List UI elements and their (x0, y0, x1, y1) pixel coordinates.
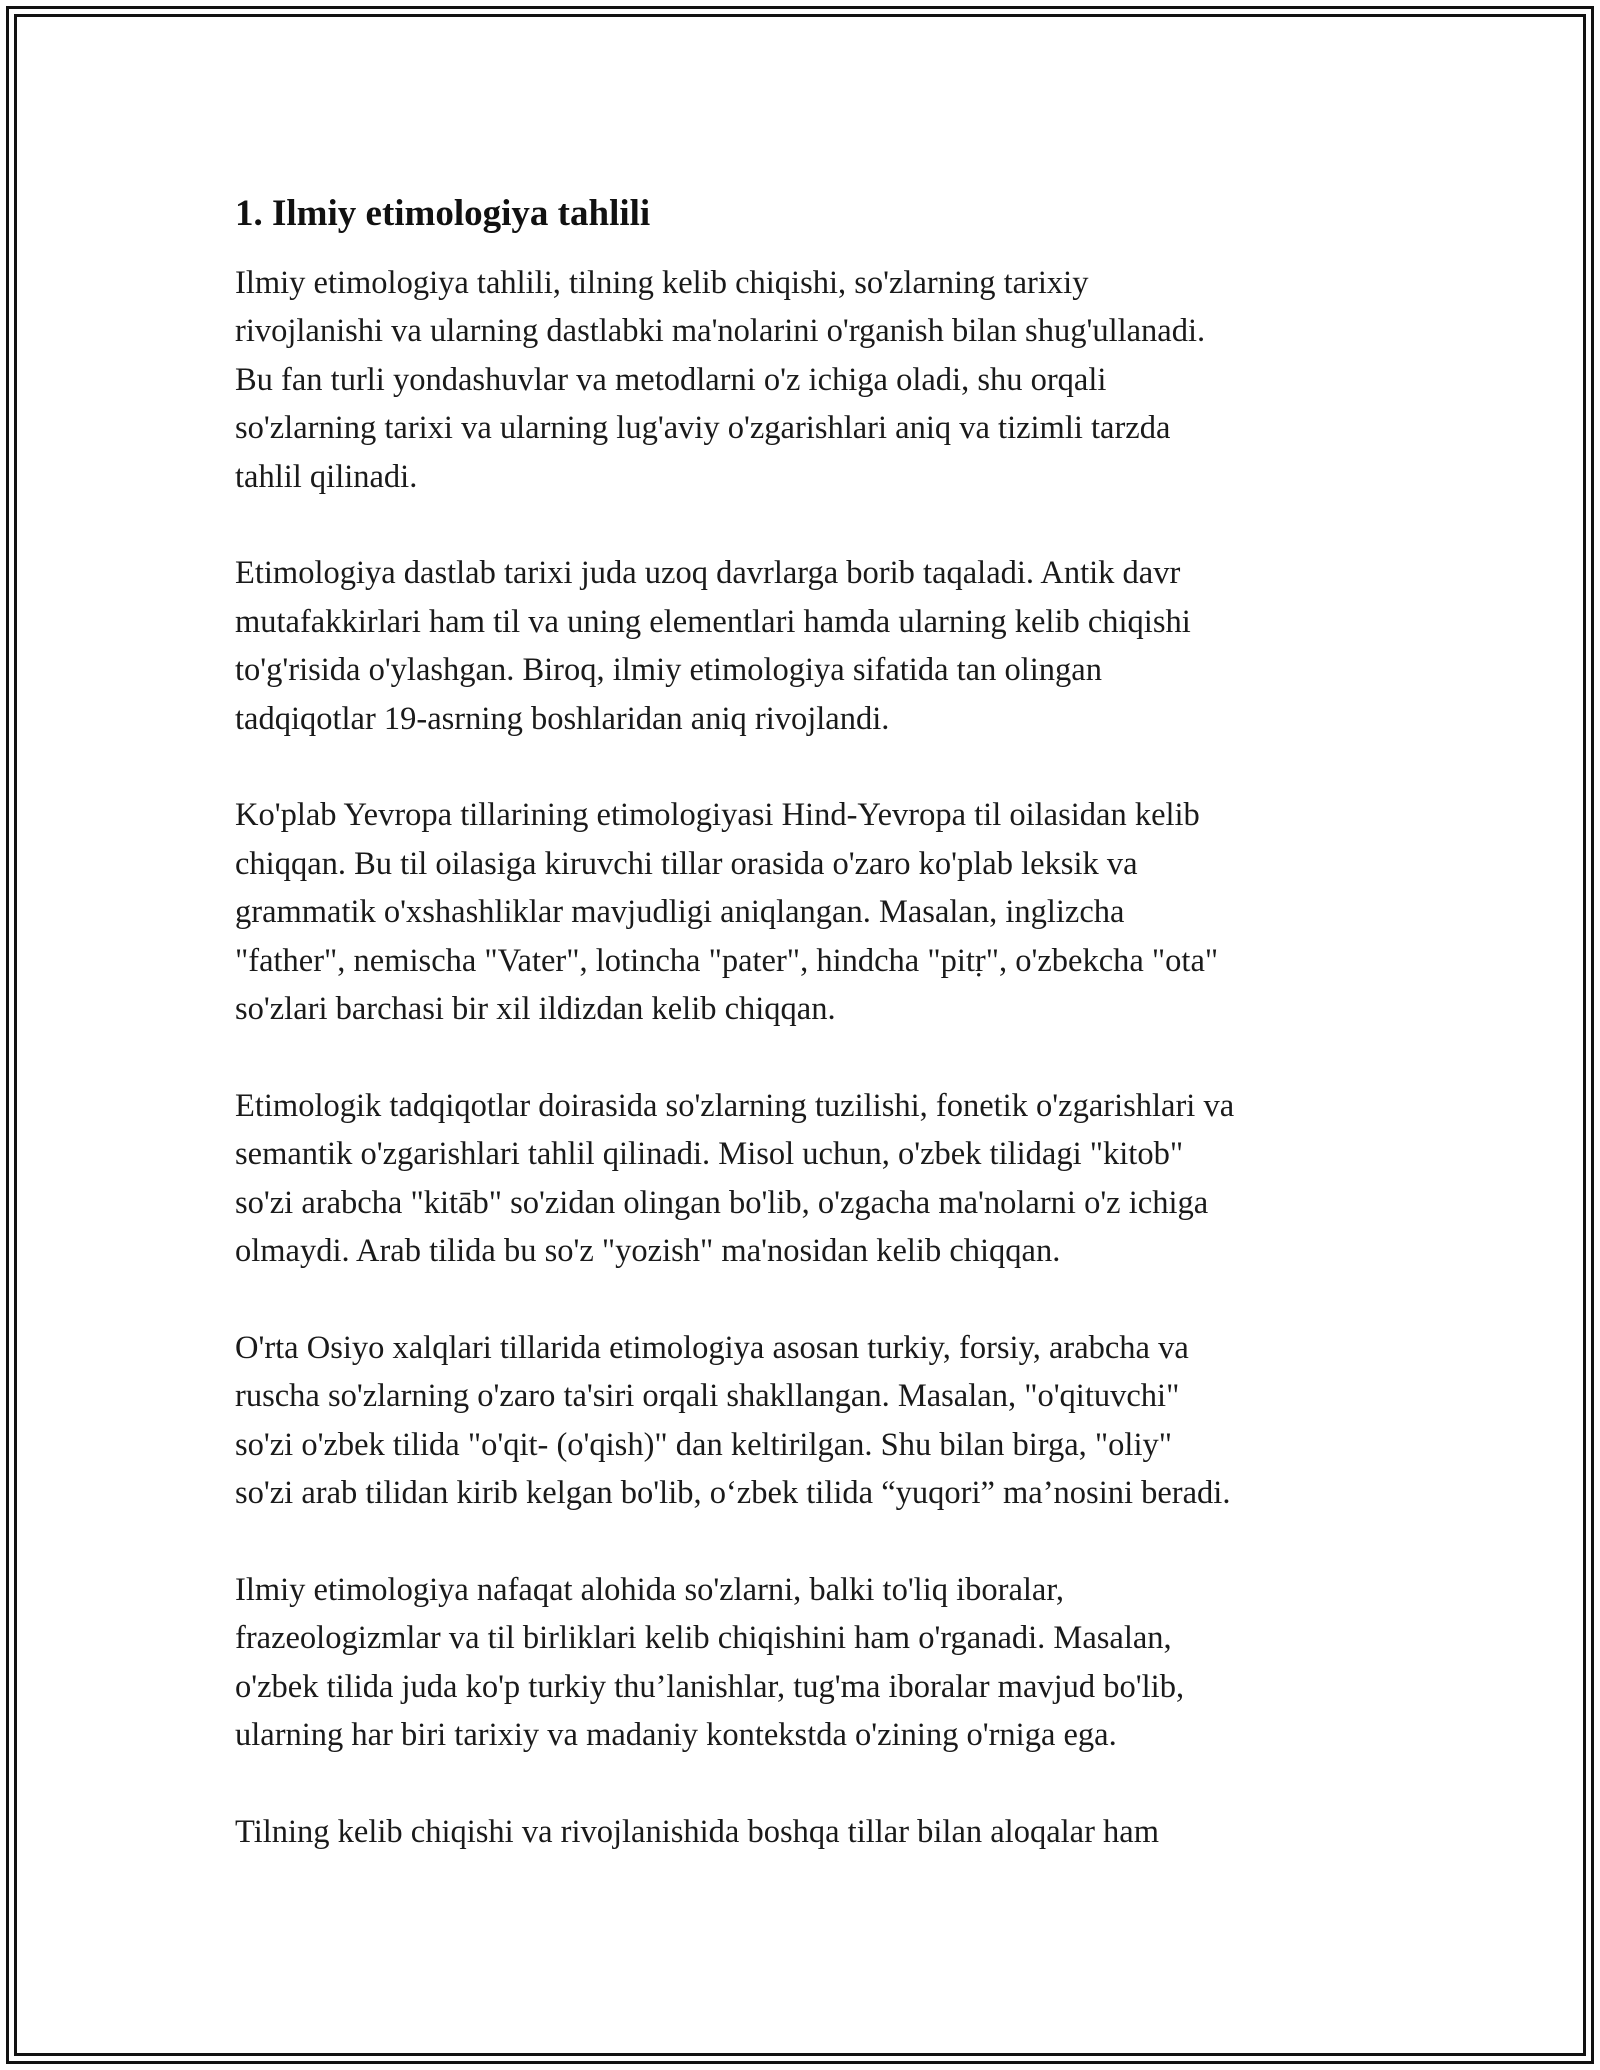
paragraph-1 (235, 259, 1375, 501)
text-line: Ilmiy etimologiya tahlili, tilning kelib chiqishi, so'zlarning tarixiy (235, 265, 1089, 301)
text-line: so'zi arabcha "kitāb" so'zidan olingan bo'lib, o'zgacha ma'nolarni o'z ichiga (235, 1184, 1209, 1221)
text-line: so'zlari barchasi bir xil ildizdan kelib chiqqan. (235, 991, 836, 1028)
text-line: Etimologik tadqiqotlar doirasida so'zlarning tuzilishi, fonetik o'zgarishlari va (235, 1087, 1235, 1124)
paragraph-6 (235, 1566, 1375, 1760)
text-line: mutafakkirlari ham til va uning elementlari hamda ularning kelib chiqishi (235, 603, 1191, 640)
paragraph-3 (235, 791, 1375, 1033)
text-line: o'zbek tilida juda ko'p turkiy thu’lanishlar, tug'ma iboralar mavjud bo'lib, (235, 1668, 1185, 1705)
text-line: frazeologizmlar va til birliklari kelib chiqishini ham o'rganadi. Masalan, (235, 1620, 1172, 1657)
text-line: to'g'risida o'ylashgan. Biroq, ilmiy etimologiya sifatida tan olingan (235, 652, 1102, 689)
text-line: Tilning kelib chiqishi va rivojlanishida boshqa tillar bilan aloqalar ham (235, 1813, 1159, 1850)
text-line: Ilmiy etimologiya nafaqat alohida so'zlarni, balki to'liq iboralar, (235, 1571, 1064, 1608)
paragraph-2 (235, 549, 1375, 743)
text-line: tahlil qilinadi. (235, 458, 418, 495)
text-line: so'zlarning tarixi va ularning lug'aviy o'zgarishlari aniq va tizimli tarzda (235, 410, 1171, 447)
paragraph-7 (235, 1808, 1375, 1856)
text-line: olmaydi. Arab tilida bu so'z "yozish" ma'nosidan kelib chiqqan. (235, 1233, 1061, 1270)
text-line: chiqqan. Bu til oilasiga kiruvchi tillar orasida o'zaro ko'plab leksik va (235, 845, 1138, 882)
text-line: Bu fan turli yondashuvlar va metodlarni o'z ichiga oladi, shu orqali (235, 361, 1107, 398)
text-line: tadqiqotlar 19-asrning boshlaridan aniq rivojlandi. (235, 700, 890, 737)
paragraph-4 (235, 1082, 1375, 1276)
text-line: Ko'plab Yevropa tillarining etimologiyasi Hind-Yevropa til oilasidan kelib (235, 797, 1200, 834)
document-body (235, 190, 1375, 1905)
text-line: "father", nemischa "Vater", lotincha "pater", hindcha "pitṛ", o'zbekcha "ota" (235, 942, 1219, 979)
text-line: so'zi arab tilidan kirib kelgan bo'lib, oʻzbek tilida “yuqori” ma’nosini beradi. (235, 1475, 1231, 1512)
text-line: Etimologiya dastlab tarixi juda uzoq davrlarga borib taqaladi. Antik davr (235, 555, 1181, 592)
text-line: grammatik o'xshashliklar mavjudligi aniqlangan. Masalan, inglizcha (235, 894, 1125, 931)
text-line: ularning har biri tarixiy va madaniy kontekstda o'zining o'rniga ega. (235, 1717, 1117, 1754)
text-line: ruscha so'zlarning o'zaro ta'siri orqali shakllangan. Masalan, "o'qituvchi" (235, 1378, 1180, 1415)
text-line: O'rta Osiyo xalqlari tillarida etimologiya asosan turkiy, forsiy, arabcha va (235, 1329, 1189, 1366)
text-line: rivojlanishi va ularning dastlabki ma'nolarini o'rganish bilan shug'ullanadi. (235, 313, 1206, 350)
text-line: so'zi o'zbek tilida "o'qit- (o'qish)" dan keltirilgan. Shu bilan birga, "oliy" (235, 1426, 1172, 1463)
paragraph-5 (235, 1324, 1375, 1518)
text-line: semantik o'zgarishlari tahlil qilinadi. Misol uchun, o'zbek tilidagi "kitob" (235, 1136, 1184, 1173)
section-heading: 1. Ilmiy etimologiya tahlili (235, 193, 651, 234)
